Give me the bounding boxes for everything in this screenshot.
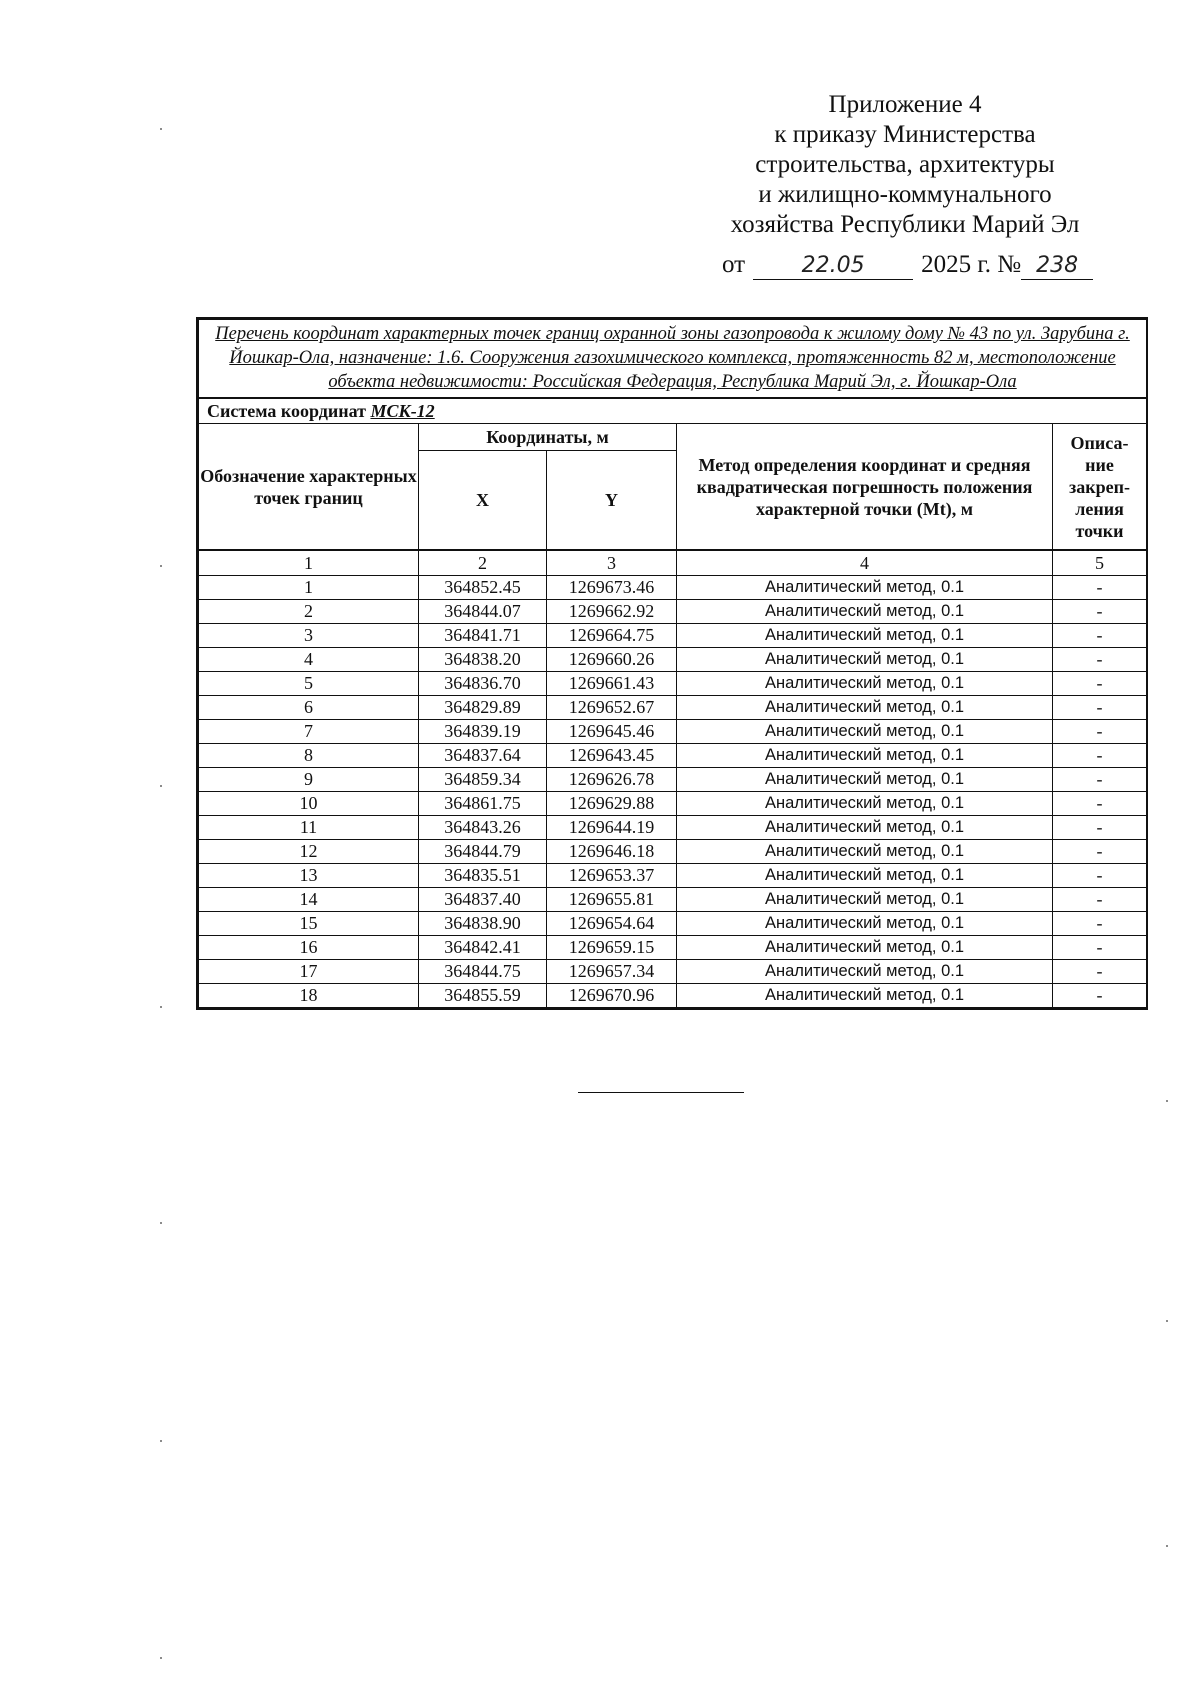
cell-description: -: [1053, 984, 1147, 1008]
cell-y: 1269652.67: [547, 696, 677, 720]
header-line: Приложение 4: [828, 91, 982, 118]
cell-method: Аналитический метод, 0.1: [677, 816, 1053, 840]
table-row: [199, 768, 1147, 792]
cell-y: 1269662.92: [547, 600, 677, 624]
cell-point: 3: [199, 624, 419, 648]
table-title: Перечень координат характерных точек границ охранной зоны газопровода к жилому дому № 43 по ул. Зарубина г. Йошкар-Ола, назначение: 1.6. Сооружения газохимического комплекса, протяженность 82 м, местоположение объекта недвижимости: Российская Федерация, Республика Марий Эл, г. Йошкар-Ола: [199, 320, 1147, 399]
cell-method: Аналитический метод, 0.1: [677, 672, 1053, 696]
column-number: 1: [199, 550, 419, 576]
header-line: строительства, архитектуры: [755, 151, 1055, 178]
cell-x: 364852.45: [419, 576, 547, 600]
cell-description: -: [1053, 696, 1147, 720]
cell-x: 364859.34: [419, 768, 547, 792]
header-y: Y: [547, 451, 677, 551]
coordinate-system-row: [199, 398, 1147, 424]
table-row: [199, 648, 1147, 672]
table-row: [199, 696, 1147, 720]
scan-speck: [1166, 1545, 1168, 1547]
cell-point: 15: [199, 912, 419, 936]
cell-description: -: [1053, 720, 1147, 744]
cell-description: -: [1053, 864, 1147, 888]
cell-y: 1269670.96: [547, 984, 677, 1008]
cell-y: 1269643.45: [547, 744, 677, 768]
cell-description: -: [1053, 936, 1147, 960]
cell-x: 364841.71: [419, 624, 547, 648]
coordinates-table-frame: [196, 317, 1148, 1010]
table-row: [199, 912, 1147, 936]
scan-speck: [160, 565, 162, 567]
column-number: 3: [547, 550, 677, 576]
table-row: [199, 792, 1147, 816]
cell-x: 364838.20: [419, 648, 547, 672]
cell-method: Аналитический метод, 0.1: [677, 576, 1053, 600]
cell-description: -: [1053, 840, 1147, 864]
scan-speck: [160, 128, 162, 130]
cell-x: 364855.59: [419, 984, 547, 1008]
cell-method: Аналитический метод, 0.1: [677, 600, 1053, 624]
cell-x: 364835.51: [419, 864, 547, 888]
cell-method: Аналитический метод, 0.1: [677, 720, 1053, 744]
cell-x: 364844.07: [419, 600, 547, 624]
cell-point: 5: [199, 672, 419, 696]
column-number: 4: [677, 550, 1053, 576]
cell-method: Аналитический метод, 0.1: [677, 792, 1053, 816]
cell-y: 1269629.88: [547, 792, 677, 816]
cell-y: 1269644.19: [547, 816, 677, 840]
cell-x: 364837.64: [419, 744, 547, 768]
table-body: [199, 576, 1147, 1008]
table-row: [199, 864, 1147, 888]
table-row: [199, 720, 1147, 744]
cell-x: 364836.70: [419, 672, 547, 696]
cell-y: 1269655.81: [547, 888, 677, 912]
cell-x: 364844.79: [419, 840, 547, 864]
header-coordinates: Координаты, м: [419, 424, 677, 451]
column-number-row: [199, 550, 1147, 576]
table-row: [199, 576, 1147, 600]
cell-point: 17: [199, 960, 419, 984]
cell-y: 1269660.26: [547, 648, 677, 672]
appendix-header: [660, 90, 1150, 240]
table-row: [199, 816, 1147, 840]
cell-x: 364844.75: [419, 960, 547, 984]
cell-method: Аналитический метод, 0.1: [677, 936, 1053, 960]
cell-description: -: [1053, 792, 1147, 816]
cell-method: Аналитический метод, 0.1: [677, 744, 1053, 768]
order-date-line: [722, 250, 1093, 280]
cell-x: 364837.40: [419, 888, 547, 912]
cell-x: 364843.26: [419, 816, 547, 840]
cell-point: 7: [199, 720, 419, 744]
cell-method: Аналитический метод, 0.1: [677, 840, 1053, 864]
cell-method: Аналитический метод, 0.1: [677, 648, 1053, 672]
column-number: 2: [419, 550, 547, 576]
cell-x: 364842.41: [419, 936, 547, 960]
table-row: [199, 984, 1147, 1008]
cell-description: -: [1053, 672, 1147, 696]
table-row: [199, 888, 1147, 912]
cell-y: 1269657.34: [547, 960, 677, 984]
header-line: и жилищно-коммунального: [758, 181, 1052, 208]
cell-y: 1269664.75: [547, 624, 677, 648]
cell-description: -: [1053, 744, 1147, 768]
cell-method: Аналитический метод, 0.1: [677, 888, 1053, 912]
cell-description: -: [1053, 576, 1147, 600]
cell-point: 6: [199, 696, 419, 720]
scan-speck: [160, 1222, 162, 1224]
scan-speck: [1166, 1320, 1168, 1322]
cell-point: 4: [199, 648, 419, 672]
handwritten-order-number: 238: [1021, 253, 1093, 280]
cell-point: 14: [199, 888, 419, 912]
cell-description: -: [1053, 648, 1147, 672]
cell-method: Аналитический метод, 0.1: [677, 624, 1053, 648]
column-number: 5: [1053, 550, 1147, 576]
header-description: Описа-ние закреп-ления точки: [1053, 424, 1147, 551]
cell-point: 13: [199, 864, 419, 888]
cell-description: -: [1053, 624, 1147, 648]
table-row: [199, 600, 1147, 624]
cell-point: 11: [199, 816, 419, 840]
cell-point: 1: [199, 576, 419, 600]
cell-x: 364838.90: [419, 912, 547, 936]
cell-point: 18: [199, 984, 419, 1008]
scan-speck: [1166, 1100, 1168, 1102]
scan-speck: [160, 1440, 162, 1442]
date-prefix: от: [722, 251, 746, 278]
cell-method: Аналитический метод, 0.1: [677, 864, 1053, 888]
table-row: [199, 936, 1147, 960]
cell-point: 12: [199, 840, 419, 864]
table-row: [199, 840, 1147, 864]
table-row: [199, 744, 1147, 768]
coordinate-system-label: Система координат: [207, 401, 366, 421]
cell-point: 16: [199, 936, 419, 960]
cell-point: 8: [199, 744, 419, 768]
end-divider: [578, 1092, 744, 1093]
cell-point: 2: [199, 600, 419, 624]
scan-speck: [160, 1657, 162, 1659]
cell-y: 1269659.15: [547, 936, 677, 960]
cell-x: 364861.75: [419, 792, 547, 816]
handwritten-date: 22.05: [753, 253, 913, 280]
cell-point: 9: [199, 768, 419, 792]
cell-method: Аналитический метод, 0.1: [677, 984, 1053, 1008]
cell-method: Аналитический метод, 0.1: [677, 768, 1053, 792]
cell-method: Аналитический метод, 0.1: [677, 696, 1053, 720]
cell-y: 1269661.43: [547, 672, 677, 696]
cell-x: 364829.89: [419, 696, 547, 720]
cell-description: -: [1053, 888, 1147, 912]
header-point: Обозначение характерных точек границ: [199, 424, 419, 551]
scan-speck: [160, 1006, 162, 1008]
cell-y: 1269653.37: [547, 864, 677, 888]
coordinate-system-value: МСК-12: [370, 401, 435, 421]
cell-y: 1269654.64: [547, 912, 677, 936]
cell-point: 10: [199, 792, 419, 816]
cell-method: Аналитический метод, 0.1: [677, 960, 1053, 984]
table-row: [199, 624, 1147, 648]
cell-description: -: [1053, 816, 1147, 840]
header-x: X: [419, 451, 547, 551]
cell-description: -: [1053, 960, 1147, 984]
coordinates-table: [198, 319, 1147, 1008]
cell-x: 364839.19: [419, 720, 547, 744]
table-row: [199, 672, 1147, 696]
cell-description: -: [1053, 600, 1147, 624]
header-line: к приказу Министерства: [774, 121, 1036, 148]
cell-method: Аналитический метод, 0.1: [677, 912, 1053, 936]
header-line: хозяйства Республики Марий Эл: [730, 211, 1080, 238]
cell-y: 1269626.78: [547, 768, 677, 792]
cell-description: -: [1053, 768, 1147, 792]
header-method: Метод определения координат и средняя квадратическая погрешность положения характерной точки (Mt), м: [677, 424, 1053, 551]
cell-y: 1269646.18: [547, 840, 677, 864]
scan-speck: [160, 785, 162, 787]
cell-y: 1269673.46: [547, 576, 677, 600]
cell-y: 1269645.46: [547, 720, 677, 744]
cell-description: -: [1053, 912, 1147, 936]
table-row: [199, 960, 1147, 984]
year-number-label: 2025 г. №: [921, 251, 1022, 278]
